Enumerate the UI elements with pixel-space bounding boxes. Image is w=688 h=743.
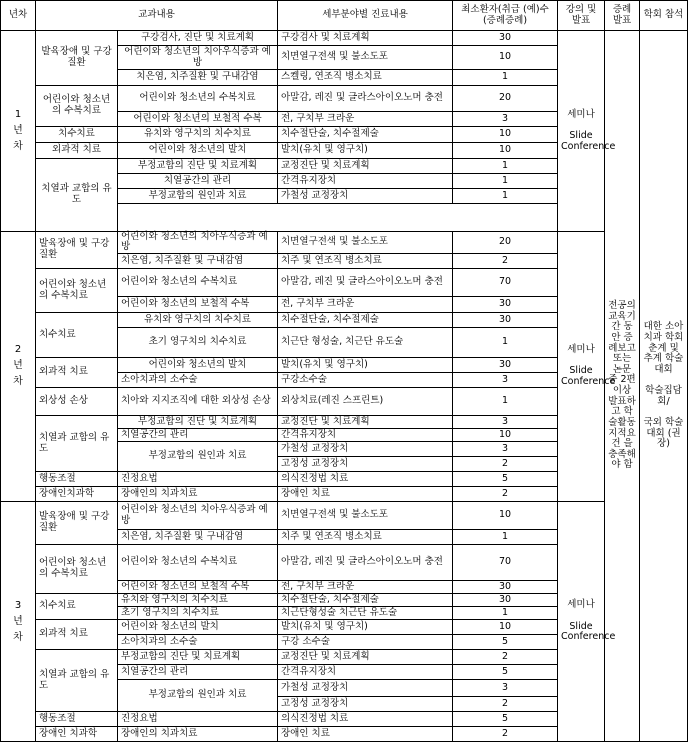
detail-cell: 의식진정법 치료 xyxy=(278,712,453,727)
count-cell: 3 xyxy=(453,373,558,388)
detail-cell: 가철성 교정장치 xyxy=(278,189,453,204)
detail-cell: 의식진정법 치료 xyxy=(278,472,453,487)
detail-cell: 장애인 치료 xyxy=(278,487,453,502)
topic-cell: 어린이와 청소년의 보철적 수복 xyxy=(118,581,278,594)
topic-cell: 초기 영구치의 치수치료 xyxy=(118,328,278,358)
topic-cell: 유치와 영구치의 치수치료 xyxy=(118,594,278,607)
topic-cell: 어린이와 청소년의 발치 xyxy=(118,358,278,373)
topic-cell: 부정교합의 원인과 치료 xyxy=(118,442,278,472)
count-cell: 70 xyxy=(453,545,558,581)
count-cell: 1 xyxy=(453,607,558,620)
detail-cell: 간격유지장치 xyxy=(278,429,453,442)
category-cell: 장애인 치과학 xyxy=(36,727,118,742)
topic-cell: 어린이와 청소년의 수복치료 xyxy=(118,86,278,112)
detail-cell: 치주 및 연조직 병소치료 xyxy=(278,530,453,545)
topic-cell: 치열공간의 관리 xyxy=(118,665,278,680)
detail-cell: 외상치료(레진 스프린트) xyxy=(278,388,453,416)
topic-cell: 장애인의 치과치료 xyxy=(118,487,278,502)
count-cell: 2 xyxy=(453,457,558,472)
detail-cell: 구강 소수술 xyxy=(278,635,453,650)
topic-cell: 어린이와 청소년의 보철적 수복 xyxy=(118,112,278,127)
detail-cell: 치면열구전색 및 불소도포 xyxy=(278,502,453,530)
table-row xyxy=(1,502,688,530)
detail-cell: 구강소수술 xyxy=(278,373,453,388)
topic-cell: 어린이와 청소년의 보철적 수복 xyxy=(118,297,278,313)
category-cell: 어린이와 청소년의 수복치료 xyxy=(36,269,118,313)
topic-cell: 어린이와 청소년의 치아우식증과 예방 xyxy=(118,46,278,70)
topic-cell: 치아와 지지조직에 대한 외상성 손상 xyxy=(118,388,278,416)
count-cell: 1 xyxy=(453,174,558,189)
detail-cell: 치수절단술, 치수절제술 xyxy=(278,127,453,143)
category-cell: 발육장애 및 구강질환 xyxy=(36,31,118,86)
count-cell: 3 xyxy=(453,442,558,457)
detail-cell: 고정성 교정장치 xyxy=(278,457,453,472)
detail-cell: 아말감, 레진 및 글라스아이오노머 충전 xyxy=(278,269,453,297)
category-cell: 어린이와 청소년의 수복치료 xyxy=(36,545,118,594)
count-cell: 1 xyxy=(453,530,558,545)
topic-cell: 치은염, 치주질환 및 구내감염 xyxy=(118,70,278,86)
count-cell: 30 xyxy=(453,581,558,594)
category-cell: 치수치료 xyxy=(36,594,118,620)
topic-cell: 진정요법 xyxy=(118,712,278,727)
detail-cell: 치면열구전색 및 불소도포 xyxy=(278,231,453,253)
count-cell: 2 xyxy=(453,487,558,502)
topic-cell: 소아치과의 소수술 xyxy=(118,373,278,388)
topic-cell: 초기 영구치의 치수치료 xyxy=(118,607,278,620)
topic-cell: 소아치과의 소수술 xyxy=(118,635,278,650)
count-cell: 30 xyxy=(453,594,558,607)
category-cell: 외과적 치료 xyxy=(36,358,118,388)
topic-cell: 어린이와 청소년의 치아우식증과 예방 xyxy=(118,231,278,253)
category-cell: 외과적 치료 xyxy=(36,620,118,650)
detail-cell: 치근단형성술 치근단 유도술 xyxy=(278,607,453,620)
detail-cell: 가철성 교정장치 xyxy=(278,680,453,697)
topic-cell: 어린이와 청소년의 발치 xyxy=(118,620,278,635)
detail-cell: 발치(유치 및 영구치) xyxy=(278,358,453,373)
count-cell: 5 xyxy=(453,665,558,680)
topic-cell: 치은염, 치주질환 및 구내감염 xyxy=(118,530,278,545)
detail-cell: 전, 구치부 크라운 xyxy=(278,297,453,313)
count-cell: 5 xyxy=(453,712,558,727)
detail-cell: 가철성 교정장치 xyxy=(278,442,453,457)
detail-cell: 구강검사 및 치료계획 xyxy=(278,31,453,46)
count-cell: 30 xyxy=(453,313,558,328)
count-cell: 70 xyxy=(453,269,558,297)
topic-cell: 치열공간의 관리 xyxy=(118,174,278,189)
detail-cell: 발치(유치 및 영구치) xyxy=(278,143,453,159)
topic-cell: 치은염, 치주질환 및 구내감염 xyxy=(118,254,278,269)
year-2-cell: 2 년 차 xyxy=(1,231,36,501)
detail-cell: 교정진단 및 치료계획 xyxy=(278,416,453,429)
year-3-cell: 3 년 차 xyxy=(1,502,36,742)
count-cell: 3 xyxy=(453,680,558,697)
category-cell: 치열과 교합의 유도 xyxy=(36,650,118,712)
table-row xyxy=(1,231,688,253)
header-content: 교과내용 xyxy=(36,1,278,31)
year-1-cell: 1 년 차 xyxy=(1,31,36,232)
category-cell: 치수치료 xyxy=(36,313,118,358)
topic-cell: 부정교합의 원인과 치료 xyxy=(118,680,278,712)
detail-cell: 아말감, 레진 및 글라스아이오노머 충전 xyxy=(278,86,453,112)
detail-cell: 고정성 교정장치 xyxy=(278,697,453,712)
count-cell: 10 xyxy=(453,502,558,530)
count-cell: 30 xyxy=(453,297,558,313)
count-cell: 10 xyxy=(453,46,558,70)
topic-cell: 부정교합의 진단 및 치료계획 xyxy=(118,650,278,665)
category-cell: 장애인치과학 xyxy=(36,487,118,502)
lecture-cell-year-2: 세미나 Slide Conference xyxy=(558,231,605,501)
category-cell: 행동조절 xyxy=(36,472,118,487)
topic-cell: 부정교합의 진단 및 치료계획 xyxy=(118,159,278,174)
topic-cell: 진정요법 xyxy=(118,472,278,487)
count-cell: 2 xyxy=(453,650,558,665)
count-cell: 10 xyxy=(453,127,558,143)
count-cell: 30 xyxy=(453,31,558,46)
category-cell: 발육장애 및 구강질환 xyxy=(36,231,118,268)
header-year: 년차 xyxy=(1,1,36,31)
header-detail: 세부분야별 진료내용 xyxy=(278,1,453,31)
topic-cell: 유치와 영구치의 치수치료 xyxy=(118,127,278,143)
detail-cell: 치주 및 연조직 병소치료 xyxy=(278,254,453,269)
count-cell: 10 xyxy=(453,429,558,442)
topic-cell: 어린이와 청소년의 치아우식증과 예방 xyxy=(118,502,278,530)
header-min-cases: 최소환자(취급 (예)수(증례증례) xyxy=(453,1,558,31)
category-cell: 행동조절 xyxy=(36,712,118,727)
count-cell: 3 xyxy=(453,112,558,127)
category-cell: 발육장애 및 구강질환 xyxy=(36,502,118,545)
header-row xyxy=(1,1,688,31)
detail-cell: 스켈링, 연조직 병소치료 xyxy=(278,70,453,86)
lecture-cell-year-3: 세미나 Slide Conference xyxy=(558,502,605,742)
count-cell: 1 xyxy=(453,70,558,86)
detail-cell: 치면열구전색 및 불소도포 xyxy=(278,46,453,70)
case-presentation-cell: 전공의 교육기간 동안 증례보고 또는 논문 중 2편 이상 발표하고 학술활동 지적요건 을 충족해야 함 xyxy=(605,31,640,742)
detail-cell: 치수절단술, 치수절제술 xyxy=(278,313,453,328)
count-cell: 1 xyxy=(453,388,558,416)
detail-cell: 교정진단 및 치료계획 xyxy=(278,650,453,665)
academic-cell: 대한 소아치과 학회 춘계 및 추계 학술대회 학술집담회/ 국외 학술대회 (권장) xyxy=(640,31,688,742)
count-cell: 5 xyxy=(453,635,558,650)
count-cell: 10 xyxy=(453,620,558,635)
count-cell: 10 xyxy=(453,143,558,159)
count-cell: 1 xyxy=(453,189,558,204)
topic-cell: 유치와 영구치의 치수치료 xyxy=(118,313,278,328)
header-lecture: 강의 및 발표 xyxy=(558,1,605,31)
topic-cell: 치열공간의 관리 xyxy=(118,429,278,442)
detail-cell: 치수절단술, 치수절제술 xyxy=(278,594,453,607)
category-cell: 외과적 치료 xyxy=(36,143,118,159)
category-cell: 외상성 손상 xyxy=(36,388,118,416)
count-cell: 1 xyxy=(453,159,558,174)
topic-cell: 어린이와 청소년의 수복치료 xyxy=(118,269,278,297)
detail-cell: 교정진단 및 치료계획 xyxy=(278,159,453,174)
count-cell: 2 xyxy=(453,254,558,269)
table-row xyxy=(1,31,688,46)
detail-cell: 치근단 형성술, 치근단 유도술 xyxy=(278,328,453,358)
category-cell: 치열과 교합의 유도 xyxy=(36,416,118,472)
count-cell: 1 xyxy=(453,328,558,358)
topic-cell: 부정교합의 진단 및 치료계획 xyxy=(118,416,278,429)
count-cell: 20 xyxy=(453,86,558,112)
count-cell: 5 xyxy=(453,472,558,487)
detail-cell: 간격유지장치 xyxy=(278,665,453,680)
topic-cell: 어린이와 청소년의 발치 xyxy=(118,143,278,159)
lecture-cell-year-1: 세미나 Slide Conference xyxy=(558,31,605,232)
count-cell: 2 xyxy=(453,697,558,712)
detail-cell: 발치(유치 및 영구치) xyxy=(278,620,453,635)
detail-cell: 아말감, 레진 및 글라스아이오노머 충전 xyxy=(278,545,453,581)
count-cell: 3 xyxy=(453,416,558,429)
topic-cell: 구강검사, 진단 및 치료계획 xyxy=(118,31,278,46)
category-cell: 치수치료 xyxy=(36,127,118,143)
detail-cell: 간격유지장치 xyxy=(278,174,453,189)
count-cell: 2 xyxy=(453,727,558,742)
detail-cell: 전, 구치부 크라운 xyxy=(278,581,453,594)
detail-cell: 전, 구치부 크라운 xyxy=(278,112,453,127)
category-cell: 치열과 교합의 유도 xyxy=(36,159,118,232)
detail-cell: 장애인 치료 xyxy=(278,727,453,742)
header-case: 증례 발표 xyxy=(605,1,640,31)
count-cell: 20 xyxy=(453,231,558,253)
topic-cell: 장애인의 치과치료 xyxy=(118,727,278,742)
header-academic: 학회 참석 xyxy=(640,1,688,31)
count-cell: 30 xyxy=(453,358,558,373)
topic-cell: 어린이와 청소년의 수복치료 xyxy=(118,545,278,581)
category-cell: 어린이와 청소년의 수복치료 xyxy=(36,86,118,127)
topic-cell: 부정교합의 원인과 치료 xyxy=(118,189,278,204)
